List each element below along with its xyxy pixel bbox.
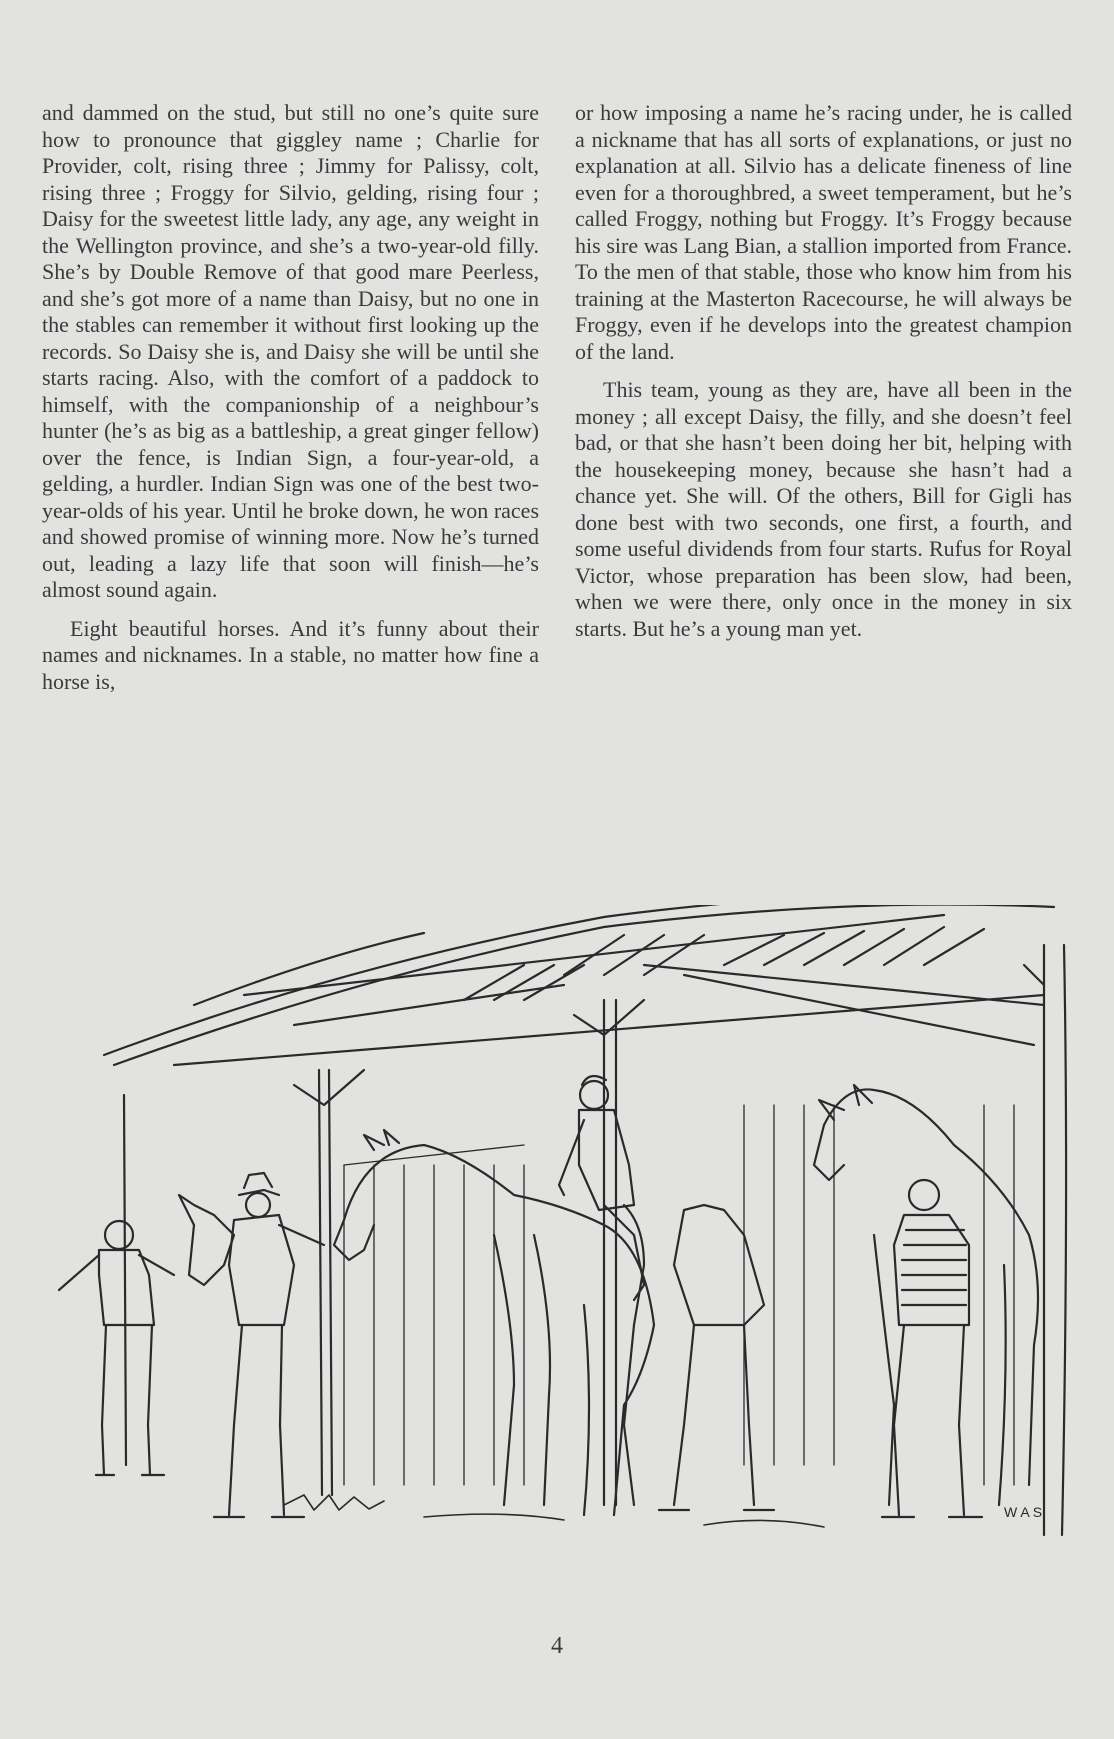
horse-right [814,1085,1038,1505]
stable-posts [124,945,1066,1535]
right-paragraph-2: This team, young as they are, have all been in the money ; all except Daisy, the filly, and she doesn’t feel bad, or that she hasn’t been doing her bit, helping with the housekeeping money, because she hasn’t had a chance yet. She will. Of the others, Bill for Gigli has done best with two seconds, one first, a fourth, and some useful dividends from four starts. Rufus for Royal Victor, whose preparation has been slow, had been, when we were there, only once in the money in six starts. But he’s a young man yet. [575,377,1072,641]
left-column [42,100,539,707]
stable-illustration [44,905,1084,1590]
figure-man-hat [214,1173,324,1517]
stall-doors [344,1105,1014,1485]
artist-signature: W A S [1004,1504,1043,1520]
left-paragraph-2: Eight beautiful horses. And it’s funny about their names and nicknames. In a stable, no matter how fine a horse is, [42,615,539,694]
ground [284,1495,824,1527]
page-number: 4 [551,1633,563,1659]
horse-head-left [179,1195,234,1285]
figure-man-right [882,1180,982,1517]
left-paragraph-1: and dammed on the stud, but still no one’s quite sure how to pronounce that giggley name ; Charlie for Provider, colt, rising three ; Jimmy for Palissy, colt, rising three ; Froggy for Silvio, gelding, rising four ; Daisy for the sweetest little lady, any age, any weight in the Wellington province, and she’s a two-year-old filly. She’s by Double Remove of that good mare Peerless, and she’s got more of a name than Daisy, but no one in the stables can remember it without first looking up the records. So Daisy she is, and Daisy she will be until she starts racing. Also, with the comfort of a paddock to himself, with the companionship of a neighbour’s hunter (he’s as big as a battleship, a great ginger fellow) over the fence, is Indian Sign, a four-year-old, a gelding, a hurdler. Indian Sign was one of the best two-year-olds of his year. Until he broke down, he won races and showed promise of winning more. Now he’s turned out, leading a lazy life that soon will finish—he’s almost sound again. [42,100,539,602]
stable-roof [104,905,1054,1065]
figure-man-left [59,1221,174,1475]
right-column [575,100,1072,654]
right-paragraph-1: or how imposing a name he’s racing under, he is called a nickname that has all sorts of explanations, or just no explanation at all. Silvio has a delicate fineness of line even for a thoroughbred, a sweet temperament, but he’s called Froggy, nothing but Froggy. It’s Froggy because his sire was Lang Bian, a stallion imported from France. To the men of that stable, those who know him from his training at the Masterton Racecourse, he will always be Froggy, even if he develops into the greatest champion of the land. [575,100,1072,364]
